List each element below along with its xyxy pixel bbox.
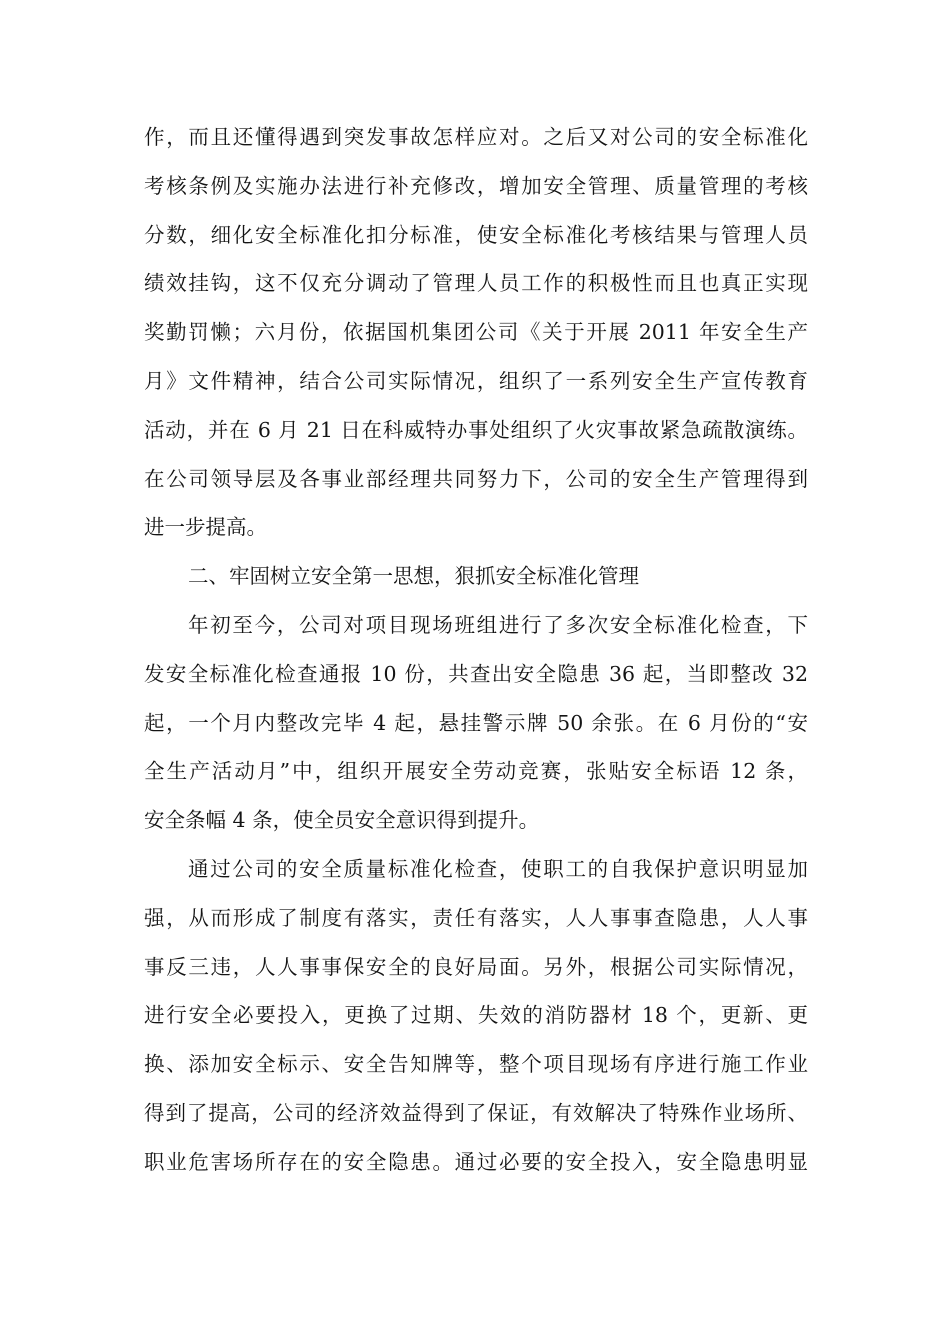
- paragraph-line: 绩效挂钩，这不仅充分调动了管理人员工作的积极性而且也真正实现: [144, 271, 808, 296]
- paragraph-line: 换、添加安全标示、安全告知牌等，整个项目现场有序进行施工作业: [144, 1052, 808, 1077]
- paragraph-line: 得到了提高，公司的经济效益得到了保证，有效解决了特殊作业场所、: [144, 1100, 808, 1125]
- paragraph-line: 进一步提高。: [144, 515, 267, 540]
- paragraph-line: 考核条例及实施办法进行补充修改，增加安全管理、质量管理的考核: [144, 173, 808, 198]
- paragraph-line: 职业危害场所存在的安全隐患。通过必要的安全投入，安全隐患明显: [144, 1149, 808, 1174]
- paragraph-line: 发安全标准化检查通报 10 份，共查出安全隐患 36 起，当即整改 32: [144, 661, 808, 686]
- paragraph-line: 全生产活动月”中，组织开展安全劳动竞赛，张贴安全标语 12 条，: [144, 759, 808, 784]
- paragraph-line: 奖勤罚懒；六月份，依据国机集团公司《关于开展 2011 年安全生产: [144, 320, 808, 345]
- paragraph-line: 安全条幅 4 条，使全员安全意识得到提升。: [144, 808, 540, 833]
- paragraph-line: 分数，细化安全标准化扣分标准，使安全标准化考核结果与管理人员: [144, 222, 808, 247]
- paragraph-line: 事反三违，人人事事保安全的良好局面。另外，根据公司实际情况，: [144, 954, 808, 979]
- paragraph-line: 月》文件精神，结合公司实际情况，组织了一系列安全生产宣传教育: [144, 368, 808, 393]
- paragraph-line: 活动，并在 6 月 21 日在科威特办事处组织了火灾事故紧急疏散演练。: [144, 417, 808, 442]
- document-body: [144, 113, 808, 1187]
- paragraph-line: 强，从而形成了制度有落实，责任有落实，人人事事查隐患，人人事: [144, 905, 808, 930]
- paragraph-line: 在公司领导层及各事业部经理共同努力下，公司的安全生产管理得到: [144, 466, 808, 491]
- paragraph-line: 起，一个月内整改完毕 4 起，悬挂警示牌 50 余张。在 6 月份的“安: [144, 710, 808, 735]
- paragraph-line: 年初至今，公司对项目现场班组进行了多次安全标准化检查，下: [188, 612, 808, 637]
- section-heading: 二、牢固树立安全第一思想，狠抓安全标准化管理: [188, 564, 639, 589]
- paragraph-line: 通过公司的安全质量标准化检查，使职工的自我保护意识明显加: [188, 856, 808, 881]
- paragraph-line: 进行安全必要投入，更换了过期、失效的消防器材 18 个，更新、更: [144, 1003, 808, 1028]
- paragraph-line: 作，而且还懂得遇到突发事故怎样应对。之后又对公司的安全标准化: [144, 125, 808, 149]
